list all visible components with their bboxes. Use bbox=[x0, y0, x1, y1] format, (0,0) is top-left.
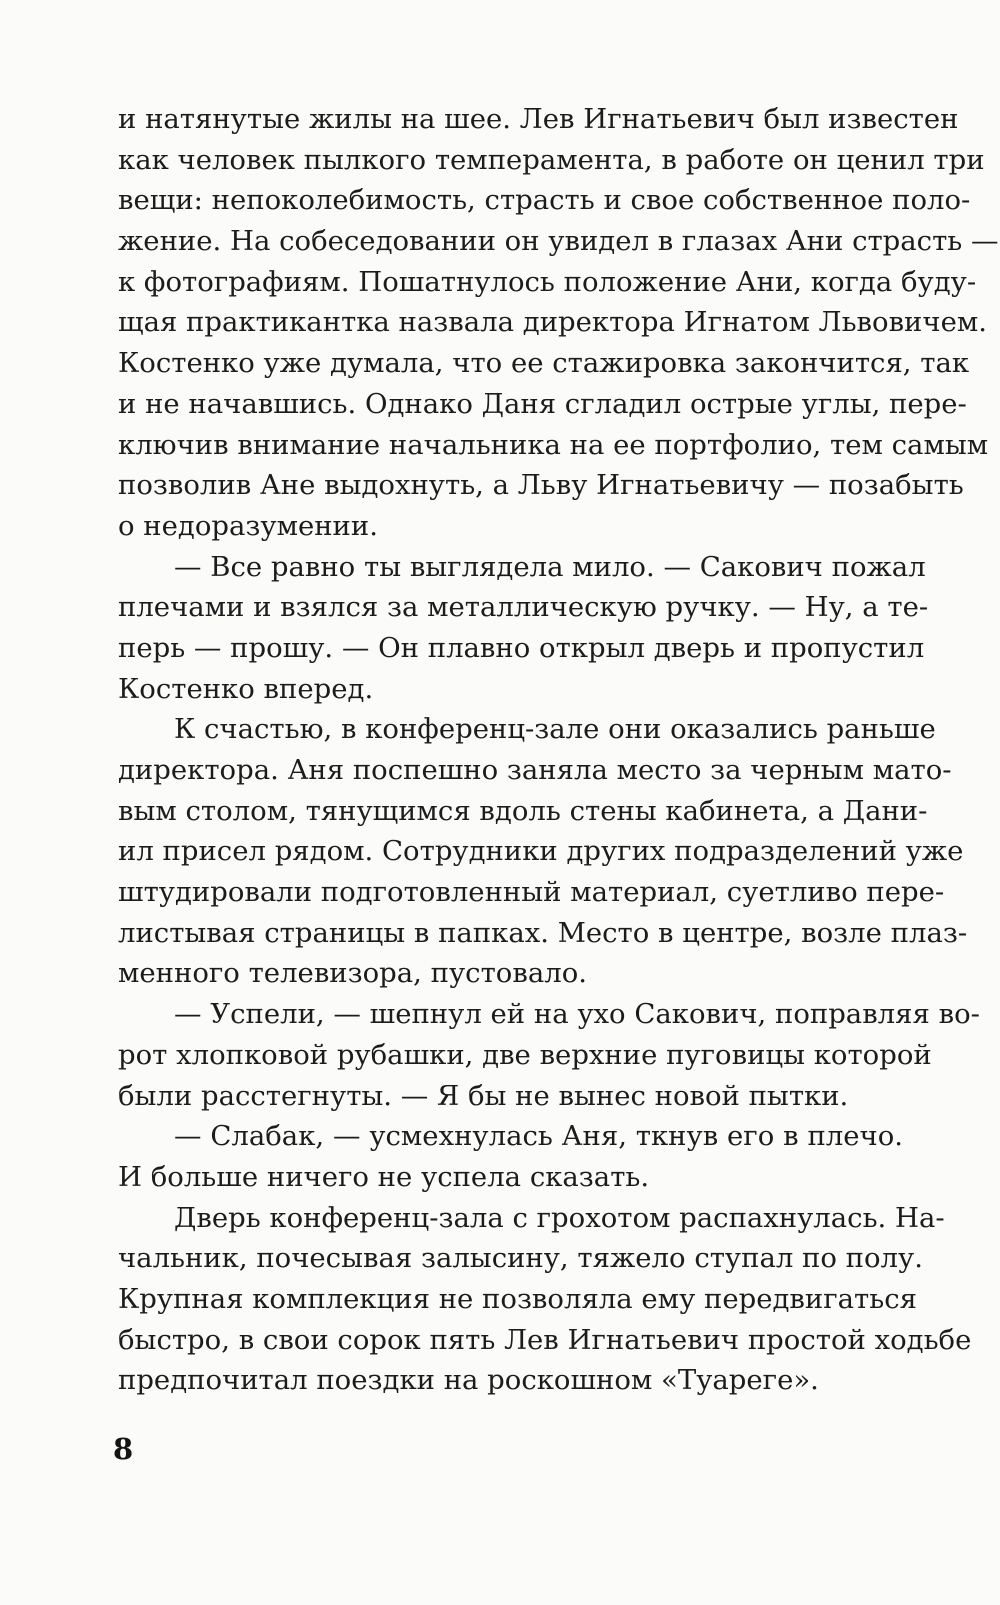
text-line: быстро, в свои сорок пять Лев Игнатьевич простой ходьбе bbox=[118, 1323, 972, 1356]
page-number: 8 bbox=[113, 1432, 134, 1466]
text-line: — Слабак, — усмехнулась Аня, ткнув его в плечо. bbox=[174, 1120, 903, 1153]
text-line: К счастью, в конференц-зале они оказались раньше bbox=[174, 713, 936, 746]
text-line: ключив внимание начальника на ее портфолио, тем самым bbox=[118, 428, 989, 461]
text-line: как человек пылкого темперамента, в работе он ценил три bbox=[118, 143, 985, 176]
text-line: и натянутые жилы на шее. Лев Игнатьевич был известен bbox=[118, 103, 959, 135]
text-line: чальник, почесывая залысину, тяжело ступал по полу. bbox=[118, 1242, 923, 1275]
text-line: и не начавшись. Однако Даня сгладил острые углы, пере- bbox=[118, 387, 967, 420]
text-line: жение. На собеседовании он увидел в глазах Ани страсть — bbox=[118, 225, 999, 258]
text-line: — Все равно ты выглядела мило. — Сакович пожал bbox=[174, 550, 926, 583]
body-text bbox=[118, 99, 999, 1401]
text-line: штудировали подготовленный материал, суетливо пере- bbox=[118, 876, 945, 909]
text-line: ил присел рядом. Сотрудники других подразделений уже bbox=[118, 835, 964, 868]
text-line: И больше ничего не успела сказать. bbox=[118, 1160, 650, 1193]
text-line: вым столом, тянущимся вдоль стены кабинета, а Дани- bbox=[118, 794, 928, 827]
text-line: директора. Аня поспешно заняла место за черным мато- bbox=[118, 754, 952, 786]
text-line: вещи: непоколебимость, страсть и свое собственное поло- bbox=[118, 184, 971, 217]
text-line: Костенко уже думала, что ее стажировка закончится, так bbox=[118, 347, 970, 380]
text-line: — Успели, — шепнул ей на ухо Сакович, поправляя во- bbox=[174, 998, 980, 1031]
text-line: Крупная комплекция не позволяла ему передвигаться bbox=[118, 1282, 917, 1315]
text-line: предпочитал поездки на роскошном «Туареге». bbox=[118, 1364, 819, 1397]
text-line: позволив Ане выдохнуть, а Льву Игнатьевичу — позабыть bbox=[118, 469, 964, 502]
text-line: плечами и взялся за металлическую ручку. — Ну, а те- bbox=[118, 591, 929, 624]
text-line: о недоразумении. bbox=[118, 509, 378, 542]
text-line: Костенко вперед. bbox=[118, 672, 374, 705]
text-line: к фотографиям. Пошатнулось положение Ани, когда буду- bbox=[118, 265, 977, 298]
text-line: рот хлопковой рубашки, две верхние пуговицы которой bbox=[118, 1038, 932, 1071]
text-line: были расстегнуты. — Я бы не вынес новой пытки. bbox=[118, 1079, 849, 1112]
text-line: щая практикантка назвала директора Игнатом Львовичем. bbox=[118, 306, 987, 339]
text-line: перь — прошу. — Он плавно открыл дверь и пропустил bbox=[118, 631, 925, 664]
text-line: листывая страницы в папках. Место в центре, возле плаз- bbox=[118, 916, 968, 949]
text-line: менного телевизора, пустовало. bbox=[118, 957, 587, 990]
text-line: Дверь конференц-зала с грохотом распахнулась. На- bbox=[174, 1201, 945, 1234]
